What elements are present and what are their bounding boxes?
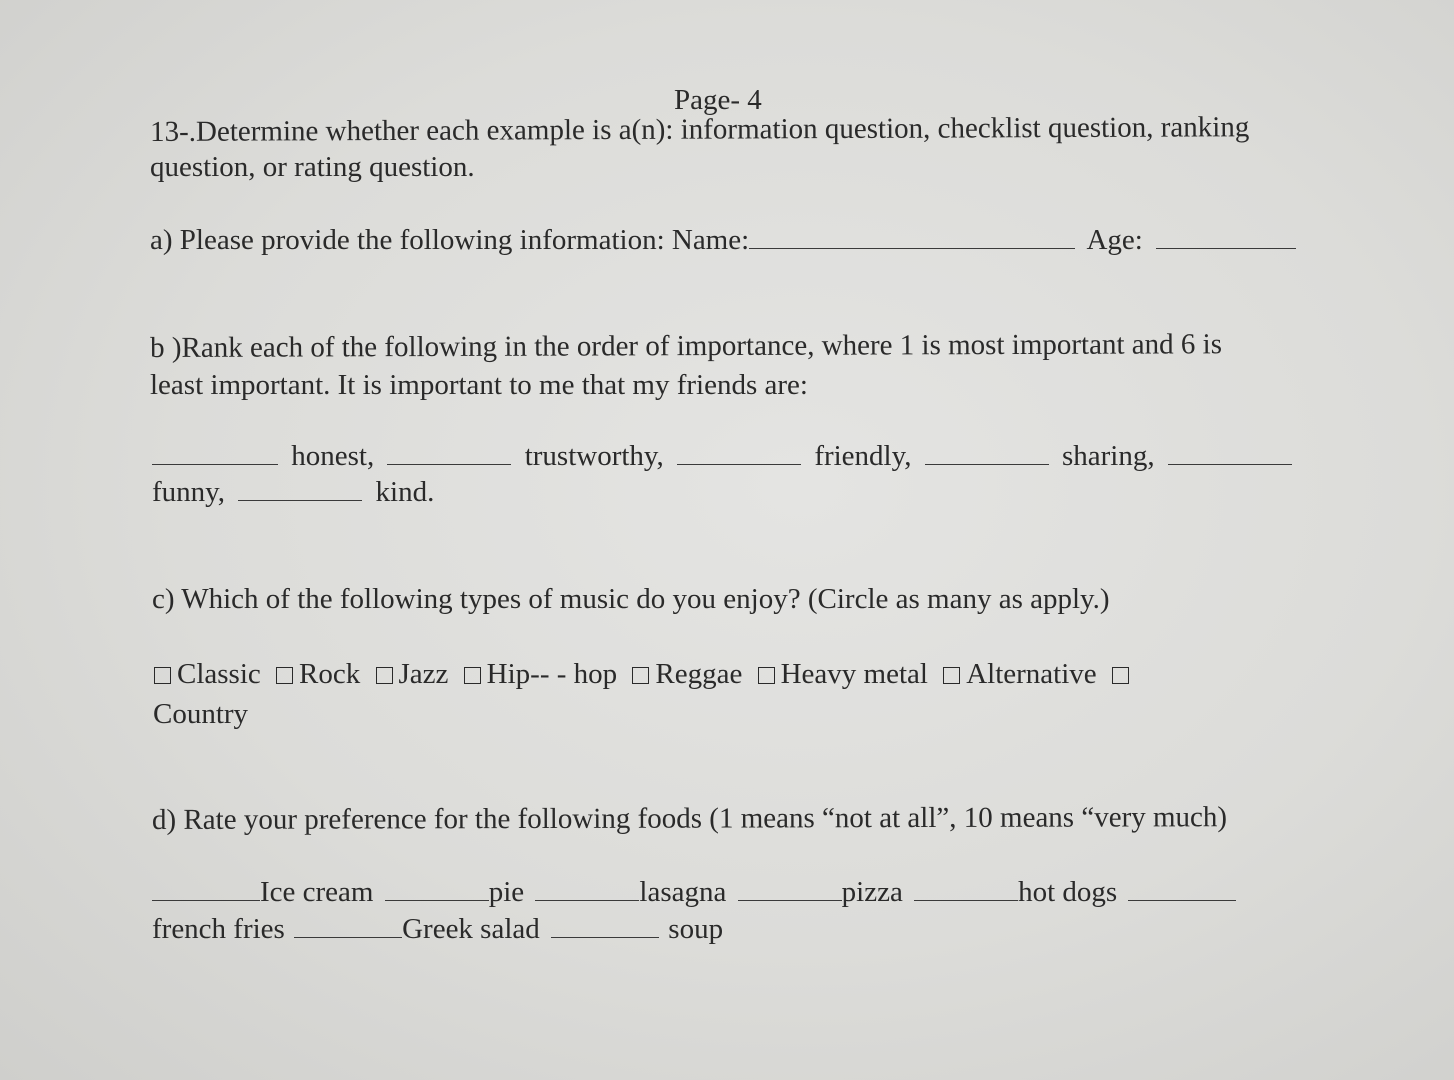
rating-blank[interactable] (535, 878, 639, 901)
checkbox-icon[interactable] (1112, 667, 1129, 684)
rank-item-kind: kind. (375, 476, 435, 508)
food-french-fries: french fries (152, 913, 285, 945)
rank-item-trustworthy: trustworthy, (524, 440, 664, 472)
music-option-reggae[interactable] (632, 658, 742, 690)
age-label: Age: (1086, 224, 1143, 256)
checkbox-icon (376, 667, 393, 684)
part-b-line-2: least important. It is important to me that my friends are: (150, 369, 808, 401)
page-label: Page- 4 (674, 84, 762, 116)
rating-blank[interactable] (738, 878, 842, 901)
checkbox-icon (758, 667, 775, 684)
food-pizza: pizza (841, 876, 903, 908)
rank-item-sharing: sharing, (1061, 440, 1155, 472)
music-options-row-1 (154, 660, 1135, 689)
rank-item-funny: funny, (152, 476, 226, 508)
rank-row-2 (152, 478, 434, 507)
music-option-heavy-metal[interactable] (758, 658, 928, 690)
food-ice-cream: Ice cream (260, 876, 374, 908)
part-d-text: d) Rate your preference for the following foods (1 means “not at all”, 10 means “very much) (151, 801, 1228, 836)
music-option-label: Hip-- - hop (486, 658, 618, 690)
food-greek-salad: Greek salad (402, 913, 540, 945)
rank-row-1 (152, 442, 1292, 471)
part-b-line-1: b )Rank each of the following in the order of importance, where 1 is most important and 6 is (149, 328, 1223, 364)
music-option-label: Classic (177, 658, 261, 690)
question-line-1: 13-.Determine whether each example is a(n): information question, checklist question, ranking (149, 111, 1250, 148)
music-option-rock[interactable] (276, 658, 360, 690)
rank-blank[interactable] (925, 442, 1049, 465)
part-a-text: a) Please provide the following information: Name: (150, 224, 750, 256)
rank-blank[interactable] (152, 442, 278, 465)
music-option-label: Country (153, 698, 249, 730)
music-option-label: Jazz (398, 658, 449, 690)
checkbox-icon (943, 667, 960, 684)
rank-blank[interactable] (677, 442, 801, 465)
rating-blank[interactable] (551, 915, 659, 938)
rank-blank[interactable] (238, 478, 362, 501)
food-row-1 (152, 878, 1236, 907)
music-option-classic[interactable] (154, 658, 261, 690)
part-a (150, 226, 1296, 255)
rating-blank[interactable] (385, 878, 489, 901)
question-line-2: question, or rating question. (150, 151, 475, 183)
music-option-country[interactable] (153, 700, 248, 729)
music-option-label: Heavy metal (780, 658, 928, 690)
music-option-jazz[interactable] (376, 658, 449, 690)
name-field[interactable] (749, 226, 1075, 249)
rating-blank[interactable] (1128, 878, 1236, 901)
food-soup: soup (668, 913, 724, 945)
checkbox-icon (276, 667, 293, 684)
checkbox-icon (632, 667, 649, 684)
rank-blank[interactable] (1168, 442, 1292, 465)
rating-blank[interactable] (152, 878, 260, 901)
food-pie: pie (488, 876, 525, 908)
age-field[interactable] (1156, 226, 1296, 249)
rank-item-honest: honest, (291, 440, 375, 472)
music-option-label: Alternative (966, 658, 1097, 690)
part-c-text: c) Which of the following types of music do you enjoy? (Circle as many as apply.) (152, 583, 1110, 615)
food-lasagna: lasagna (639, 876, 727, 908)
music-option-hip-hop[interactable] (464, 658, 617, 690)
food-row-2 (152, 915, 723, 944)
music-option-label: Reggae (655, 658, 743, 690)
rating-blank[interactable] (294, 915, 402, 938)
music-option-label: Rock (299, 658, 361, 690)
rank-blank[interactable] (387, 442, 511, 465)
food-hot-dogs: hot dogs (1018, 876, 1118, 908)
checkbox-icon (464, 667, 481, 684)
rank-item-friendly: friendly, (814, 440, 912, 472)
checkbox-icon (154, 667, 171, 684)
rating-blank[interactable] (914, 878, 1018, 901)
music-option-alternative[interactable] (943, 658, 1096, 690)
